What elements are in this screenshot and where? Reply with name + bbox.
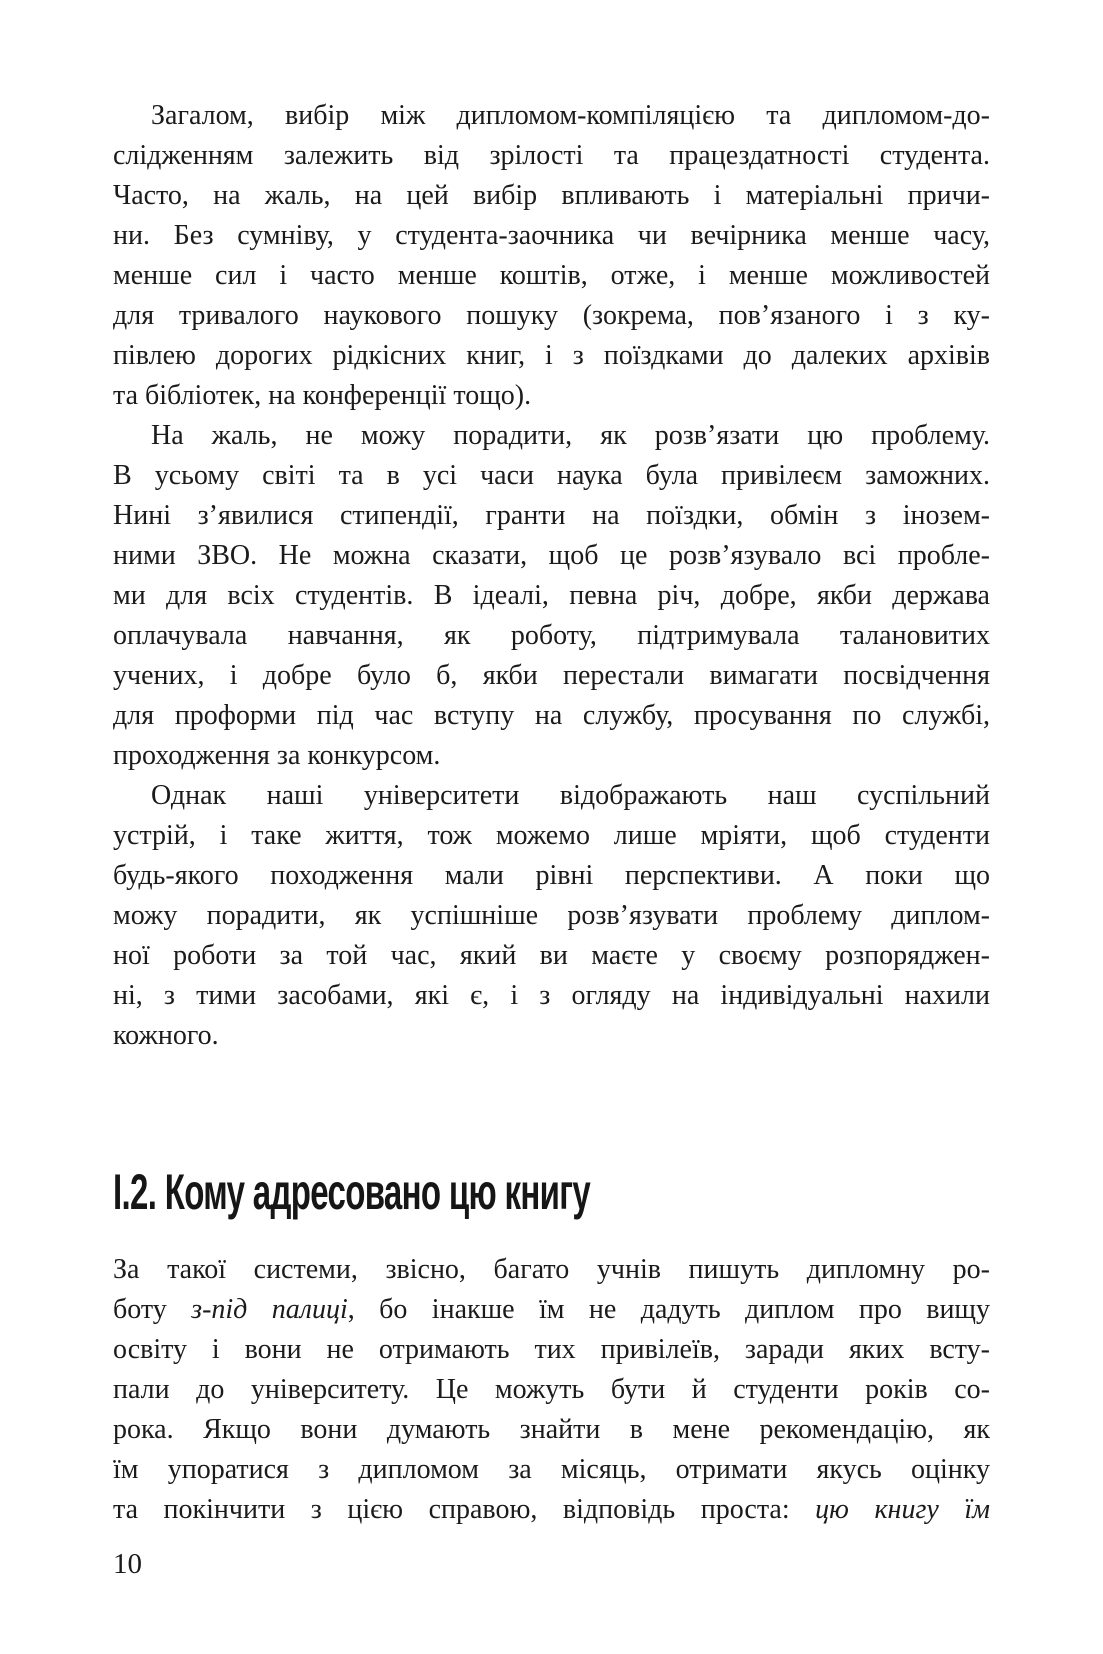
text-segment: устрій, і таке життя, тож можемо лише мріяти, щоб студенти <box>113 820 990 851</box>
text-line <box>113 576 990 616</box>
paragraphs-after-heading <box>113 1250 990 1530</box>
paragraphs-before-heading <box>113 96 990 1056</box>
text-segment: ни. Без сумніву, у студента-заочника чи вечірника менше часу, <box>113 220 990 251</box>
text-segment: менше сил і часто менше коштів, отже, і менше можливостей <box>113 260 990 291</box>
text-line <box>113 376 990 416</box>
text-line <box>113 136 990 176</box>
text-line <box>113 496 990 536</box>
text-segment: пали до університету. Це можуть бути й студенти років со- <box>113 1374 990 1405</box>
text-line <box>113 256 990 296</box>
section-heading: І.2. Кому адресовано цю книгу <box>113 1164 591 1220</box>
text-segment: Часто, на жаль, на цей вибір впливають і матеріальні причи- <box>113 180 990 211</box>
text-line <box>113 1290 990 1330</box>
text-segment: оплачувала навчання, як роботу, підтримувала талановитих <box>113 620 990 651</box>
text-line <box>113 416 990 456</box>
text-line <box>113 736 990 776</box>
paragraph <box>113 96 990 416</box>
text-line <box>113 696 990 736</box>
text-segment: В усьому світі та в усі часи наука була привілеєм заможних. <box>113 460 990 491</box>
text-line <box>113 1016 990 1056</box>
text-line <box>113 1450 990 1490</box>
text-line <box>113 976 990 1016</box>
text-line <box>113 176 990 216</box>
text-line <box>113 656 990 696</box>
page-number: 10 <box>113 1548 142 1580</box>
paragraph <box>113 776 990 1056</box>
italic-text-segment: цю книгу їм <box>815 1494 990 1525</box>
text-line <box>113 336 990 376</box>
text-segment: можу порадити, як успішніше розв’язувати проблему диплом- <box>113 900 990 931</box>
text-line <box>113 296 990 336</box>
text-segment: боту <box>113 1294 192 1325</box>
text-line <box>113 1410 990 1450</box>
text-line <box>113 776 990 816</box>
text-line <box>113 1250 990 1290</box>
text-segment: їм упоратися з дипломом за місяць, отримати якусь оцінку <box>113 1454 990 1485</box>
text-segment: для тривалого наукового пошуку (зокрема, пов’язаного і з ку- <box>113 300 990 331</box>
text-line <box>113 936 990 976</box>
text-segment: для проформи під час вступу на службу, просування по службі, <box>113 700 990 731</box>
text-line <box>113 896 990 936</box>
text-segment: кожного. <box>113 1020 219 1051</box>
text-segment: будь-якого походження мали рівні перспективи. А поки що <box>113 860 990 891</box>
text-segment: Нині з’явилися стипендії, гранти на поїздки, обмін з інозем- <box>113 500 990 531</box>
text-line <box>113 1370 990 1410</box>
paragraph <box>113 1250 990 1530</box>
text-line <box>113 456 990 496</box>
text-segment: проходження за конкурсом. <box>113 740 441 771</box>
text-segment: ні, з тими засобами, які є, і з огляду на індивідуальні нахили <box>113 980 990 1011</box>
text-segment: рока. Якщо вони думають знайти в мене рекомендацію, як <box>113 1414 990 1445</box>
italic-text-segment: з-під палиці <box>191 1294 348 1325</box>
text-segment: учених, і добре було б, якби перестали вимагати посвідчення <box>113 660 990 691</box>
text-segment: ними ЗВО. Не можна сказати, щоб це розв’язувало всі пробле- <box>113 540 990 571</box>
text-line <box>113 1490 990 1530</box>
text-segment: слідженням залежить від зрілості та працездатності студента. <box>113 140 990 171</box>
text-segment: Загалом, вибір між дипломом-компіляцією та дипломом-до- <box>151 100 990 131</box>
text-line <box>113 536 990 576</box>
text-segment: освіту і вони не отримають тих привілеїв, заради яких всту- <box>113 1334 990 1365</box>
text-line <box>113 856 990 896</box>
text-segment: та бібліотек, на конференції тощо). <box>113 380 532 411</box>
text-segment: та покінчити з цією справою, відповідь проста: <box>113 1494 816 1525</box>
text-line <box>113 616 990 656</box>
text-segment: Однак наші університети відображають наш суспільний <box>151 780 990 811</box>
text-segment: На жаль, не можу порадити, як розв’язати цю проблему. <box>151 420 990 451</box>
text-segment: За такої системи, звісно, багато учнів пишуть дипломну ро- <box>113 1254 990 1285</box>
text-segment: півлею дорогих рідкісних книг, і з поїздками до далеких архівів <box>113 340 990 371</box>
paragraph <box>113 416 990 776</box>
text-line <box>113 96 990 136</box>
body-text <box>113 96 990 1584</box>
text-segment: ми для всіх студентів. В ідеалі, певна річ, добре, якби держава <box>113 580 990 611</box>
text-line <box>113 816 990 856</box>
text-line <box>113 1330 990 1370</box>
text-segment: , бо інакше їм не дадуть диплом про вищу <box>347 1294 990 1325</box>
text-segment: ної роботи за той час, який ви маєте у своєму розпоряджен- <box>113 940 990 971</box>
text-line <box>113 216 990 256</box>
